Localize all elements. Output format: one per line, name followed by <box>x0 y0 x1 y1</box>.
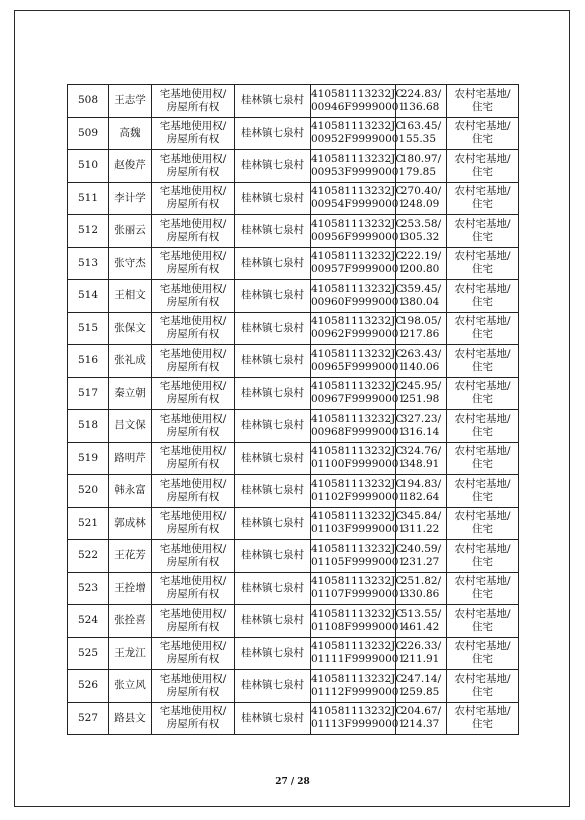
location-cell: 桂林镇七泉村 <box>235 345 311 378</box>
usage-cell: 农村宅基地/ 住宅 <box>447 637 519 670</box>
row-number-cell: 512 <box>68 215 109 248</box>
right-type-cell: 宅基地使用权/ 房屋所有权 <box>152 572 235 605</box>
usage-cell: 农村宅基地/ 住宅 <box>447 572 519 605</box>
row-number-cell: 515 <box>68 312 109 345</box>
area-cell: 204.67/ 214.37 <box>396 702 447 735</box>
area-cell: 222.19/ 200.80 <box>396 247 447 280</box>
right-type-cell: 宅基地使用权/ 房屋所有权 <box>152 410 235 443</box>
registration-table-body <box>68 85 519 735</box>
right-type-cell: 宅基地使用权/ 房屋所有权 <box>152 182 235 215</box>
owner-name-cell: 张立风 <box>109 670 152 703</box>
right-type-cell: 宅基地使用权/ 房屋所有权 <box>152 507 235 540</box>
unit-code-cell: 410581113232JC 01108F99990001 <box>311 605 396 638</box>
row-number-cell: 511 <box>68 182 109 215</box>
usage-cell: 农村宅基地/ 住宅 <box>447 247 519 280</box>
right-type-cell: 宅基地使用权/ 房屋所有权 <box>152 312 235 345</box>
row-number-cell: 518 <box>68 410 109 443</box>
owner-name-cell: 路明芹 <box>109 442 152 475</box>
unit-code-cell: 410581113232JC 00967F99990001 <box>311 377 396 410</box>
unit-code-cell: 410581113232JC 01113F99990001 <box>311 702 396 735</box>
usage-cell: 农村宅基地/ 住宅 <box>447 215 519 248</box>
location-cell: 桂林镇七泉村 <box>235 150 311 183</box>
row-number-cell: 526 <box>68 670 109 703</box>
right-type-cell: 宅基地使用权/ 房屋所有权 <box>152 670 235 703</box>
right-type-cell: 宅基地使用权/ 房屋所有权 <box>152 637 235 670</box>
usage-cell: 农村宅基地/ 住宅 <box>447 150 519 183</box>
right-type-cell: 宅基地使用权/ 房屋所有权 <box>152 475 235 508</box>
location-cell: 桂林镇七泉村 <box>235 507 311 540</box>
unit-code-cell: 410581113232JC 01102F99990001 <box>311 475 396 508</box>
table-row <box>68 670 519 703</box>
owner-name-cell: 高魏 <box>109 117 152 150</box>
location-cell: 桂林镇七泉村 <box>235 702 311 735</box>
table-row <box>68 182 519 215</box>
owner-name-cell: 张守杰 <box>109 247 152 280</box>
area-cell: 180.97/ 79.85 <box>396 150 447 183</box>
unit-code-cell: 410581113232JC 01107F99990001 <box>311 572 396 605</box>
table-row <box>68 215 519 248</box>
right-type-cell: 宅基地使用权/ 房屋所有权 <box>152 442 235 475</box>
owner-name-cell: 王志学 <box>109 85 152 118</box>
table-row <box>68 280 519 313</box>
owner-name-cell: 韩永富 <box>109 475 152 508</box>
usage-cell: 农村宅基地/ 住宅 <box>447 442 519 475</box>
area-cell: 194.83/ 182.64 <box>396 475 447 508</box>
unit-code-cell: 410581113232JC 00960F99990001 <box>311 280 396 313</box>
unit-code-cell: 410581113232JC 00953F99990001 <box>311 150 396 183</box>
usage-cell: 农村宅基地/ 住宅 <box>447 312 519 345</box>
row-number-cell: 510 <box>68 150 109 183</box>
location-cell: 桂林镇七泉村 <box>235 540 311 573</box>
area-cell: 247.14/ 259.85 <box>396 670 447 703</box>
usage-cell: 农村宅基地/ 住宅 <box>447 540 519 573</box>
area-cell: 163.45/ 55.35 <box>396 117 447 150</box>
row-number-cell: 516 <box>68 345 109 378</box>
page-number: 27 / 28 <box>275 777 310 787</box>
location-cell: 桂林镇七泉村 <box>235 572 311 605</box>
usage-cell: 农村宅基地/ 住宅 <box>447 507 519 540</box>
row-number-cell: 520 <box>68 475 109 508</box>
right-type-cell: 宅基地使用权/ 房屋所有权 <box>152 247 235 280</box>
owner-name-cell: 吕文保 <box>109 410 152 443</box>
table-row <box>68 702 519 735</box>
table-row <box>68 540 519 573</box>
unit-code-cell: 410581113232JC 01103F99990001 <box>311 507 396 540</box>
row-number-cell: 521 <box>68 507 109 540</box>
row-number-cell: 523 <box>68 572 109 605</box>
unit-code-cell: 410581113232JC 00954F99990001 <box>311 182 396 215</box>
location-cell: 桂林镇七泉村 <box>235 182 311 215</box>
row-number-cell: 517 <box>68 377 109 410</box>
location-cell: 桂林镇七泉村 <box>235 215 311 248</box>
table-row <box>68 475 519 508</box>
row-number-cell: 525 <box>68 637 109 670</box>
owner-name-cell: 秦立朝 <box>109 377 152 410</box>
area-cell: 327.23/ 316.14 <box>396 410 447 443</box>
owner-name-cell: 王相文 <box>109 280 152 313</box>
owner-name-cell: 王龙江 <box>109 637 152 670</box>
right-type-cell: 宅基地使用权/ 房屋所有权 <box>152 540 235 573</box>
row-number-cell: 524 <box>68 605 109 638</box>
usage-cell: 农村宅基地/ 住宅 <box>447 605 519 638</box>
table-row <box>68 410 519 443</box>
area-cell: 224.83/ 136.68 <box>396 85 447 118</box>
table-row <box>68 85 519 118</box>
table-row <box>68 150 519 183</box>
unit-code-cell: 410581113232JC 00952F99990001 <box>311 117 396 150</box>
location-cell: 桂林镇七泉村 <box>235 85 311 118</box>
owner-name-cell: 张拴喜 <box>109 605 152 638</box>
usage-cell: 农村宅基地/ 住宅 <box>447 280 519 313</box>
table-row <box>68 507 519 540</box>
table-row <box>68 117 519 150</box>
unit-code-cell: 410581113232JC 00957F99990001 <box>311 247 396 280</box>
owner-name-cell: 张保文 <box>109 312 152 345</box>
location-cell: 桂林镇七泉村 <box>235 280 311 313</box>
usage-cell: 农村宅基地/ 住宅 <box>447 182 519 215</box>
unit-code-cell: 410581113232JC 00968F99990001 <box>311 410 396 443</box>
right-type-cell: 宅基地使用权/ 房屋所有权 <box>152 377 235 410</box>
registration-table <box>67 84 519 735</box>
owner-name-cell: 张礼成 <box>109 345 152 378</box>
owner-name-cell: 郭成林 <box>109 507 152 540</box>
right-type-cell: 宅基地使用权/ 房屋所有权 <box>152 117 235 150</box>
unit-code-cell: 410581113232JC 01105F99990001 <box>311 540 396 573</box>
table-row <box>68 247 519 280</box>
location-cell: 桂林镇七泉村 <box>235 475 311 508</box>
table-row <box>68 605 519 638</box>
table-row <box>68 442 519 475</box>
usage-cell: 农村宅基地/ 住宅 <box>447 670 519 703</box>
usage-cell: 农村宅基地/ 住宅 <box>447 117 519 150</box>
area-cell: 324.76/ 348.91 <box>396 442 447 475</box>
unit-code-cell: 410581113232JC 00946F99990001 <box>311 85 396 118</box>
row-number-cell: 509 <box>68 117 109 150</box>
unit-code-cell: 410581113232JC 01111F99990001 <box>311 637 396 670</box>
area-cell: 359.45/ 380.04 <box>396 280 447 313</box>
location-cell: 桂林镇七泉村 <box>235 637 311 670</box>
location-cell: 桂林镇七泉村 <box>235 670 311 703</box>
right-type-cell: 宅基地使用权/ 房屋所有权 <box>152 85 235 118</box>
area-cell: 513.55/ 461.42 <box>396 605 447 638</box>
location-cell: 桂林镇七泉村 <box>235 377 311 410</box>
right-type-cell: 宅基地使用权/ 房屋所有权 <box>152 345 235 378</box>
unit-code-cell: 410581113232JC 01112F99990001 <box>311 670 396 703</box>
usage-cell: 农村宅基地/ 住宅 <box>447 85 519 118</box>
row-number-cell: 522 <box>68 540 109 573</box>
usage-cell: 农村宅基地/ 住宅 <box>447 410 519 443</box>
unit-code-cell: 410581113232JC 00962F99990001 <box>311 312 396 345</box>
usage-cell: 农村宅基地/ 住宅 <box>447 475 519 508</box>
owner-name-cell: 路县文 <box>109 702 152 735</box>
area-cell: 245.95/ 251.98 <box>396 377 447 410</box>
table-row <box>68 637 519 670</box>
usage-cell: 农村宅基地/ 住宅 <box>447 702 519 735</box>
area-cell: 345.84/ 311.22 <box>396 507 447 540</box>
area-cell: 253.58/ 305.32 <box>396 215 447 248</box>
table-row <box>68 312 519 345</box>
owner-name-cell: 王花芳 <box>109 540 152 573</box>
area-cell: 263.43/ 140.06 <box>396 345 447 378</box>
unit-code-cell: 410581113232JC 00965F99990001 <box>311 345 396 378</box>
area-cell: 270.40/ 248.09 <box>396 182 447 215</box>
right-type-cell: 宅基地使用权/ 房屋所有权 <box>152 150 235 183</box>
owner-name-cell: 赵俊芹 <box>109 150 152 183</box>
owner-name-cell: 张丽云 <box>109 215 152 248</box>
usage-cell: 农村宅基地/ 住宅 <box>447 345 519 378</box>
location-cell: 桂林镇七泉村 <box>235 442 311 475</box>
table-row <box>68 345 519 378</box>
right-type-cell: 宅基地使用权/ 房屋所有权 <box>152 215 235 248</box>
row-number-cell: 508 <box>68 85 109 118</box>
row-number-cell: 514 <box>68 280 109 313</box>
right-type-cell: 宅基地使用权/ 房屋所有权 <box>152 280 235 313</box>
row-number-cell: 519 <box>68 442 109 475</box>
unit-code-cell: 410581113232JC 01100F99990001 <box>311 442 396 475</box>
area-cell: 240.59/ 231.27 <box>396 540 447 573</box>
location-cell: 桂林镇七泉村 <box>235 605 311 638</box>
row-number-cell: 513 <box>68 247 109 280</box>
table-row <box>68 377 519 410</box>
location-cell: 桂林镇七泉村 <box>235 312 311 345</box>
owner-name-cell: 王拴增 <box>109 572 152 605</box>
table-row <box>68 572 519 605</box>
owner-name-cell: 李计学 <box>109 182 152 215</box>
area-cell: 226.33/ 211.91 <box>396 637 447 670</box>
location-cell: 桂林镇七泉村 <box>235 117 311 150</box>
area-cell: 198.05/ 217.86 <box>396 312 447 345</box>
right-type-cell: 宅基地使用权/ 房屋所有权 <box>152 605 235 638</box>
right-type-cell: 宅基地使用权/ 房屋所有权 <box>152 702 235 735</box>
location-cell: 桂林镇七泉村 <box>235 410 311 443</box>
area-cell: 251.82/ 330.86 <box>396 572 447 605</box>
usage-cell: 农村宅基地/ 住宅 <box>447 377 519 410</box>
row-number-cell: 527 <box>68 702 109 735</box>
unit-code-cell: 410581113232JC 00956F99990001 <box>311 215 396 248</box>
location-cell: 桂林镇七泉村 <box>235 247 311 280</box>
